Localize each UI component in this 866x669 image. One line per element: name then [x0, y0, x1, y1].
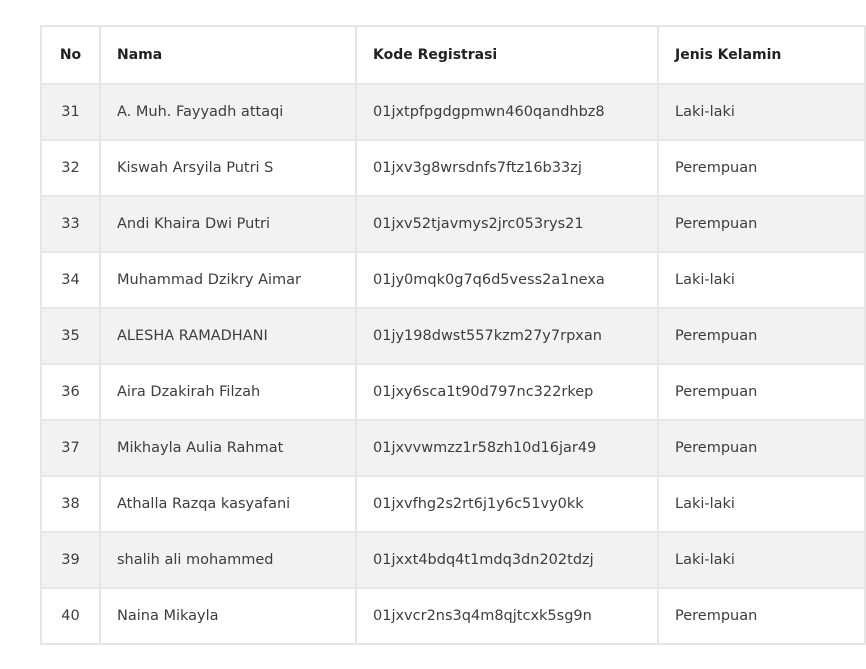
column-header-no[interactable]: No: [41, 26, 100, 84]
cell-no: 35: [41, 308, 100, 364]
table-header-row: [41, 26, 865, 84]
cell-kode-registrasi: 01jxvfhg2s2rt6j1y6c51vy0kk: [356, 476, 658, 532]
cell-nama: ALESHA RAMADHANI: [100, 308, 356, 364]
table-row: [41, 420, 865, 476]
cell-jenis-kelamin: Perempuan: [658, 364, 865, 420]
cell-kode-registrasi: 01jxv52tjavmys2jrc053rys21: [356, 196, 658, 252]
cell-jenis-kelamin: Perempuan: [658, 140, 865, 196]
cell-kode-registrasi: 01jxtpfpgdgpmwn460qandhbz8: [356, 84, 658, 140]
table-row: [41, 140, 865, 196]
table-row: [41, 476, 865, 532]
cell-kode-registrasi: 01jxvvwmzz1r58zh10d16jar49: [356, 420, 658, 476]
registration-table: [40, 25, 866, 645]
column-header-nama[interactable]: Nama: [100, 26, 356, 84]
cell-jenis-kelamin: Laki-laki: [658, 532, 865, 588]
table-row: [41, 252, 865, 308]
cell-no: 32: [41, 140, 100, 196]
cell-nama: Aira Dzakirah Filzah: [100, 364, 356, 420]
cell-kode-registrasi: 01jxv3g8wrsdnfs7ftz16b33zj: [356, 140, 658, 196]
cell-kode-registrasi: 01jy0mqk0g7q6d5vess2a1nexa: [356, 252, 658, 308]
table-row: [41, 588, 865, 644]
cell-nama: Mikhayla Aulia Rahmat: [100, 420, 356, 476]
table-row: [41, 532, 865, 588]
table-row: [41, 364, 865, 420]
cell-jenis-kelamin: Laki-laki: [658, 476, 865, 532]
table-body: [41, 84, 865, 644]
cell-nama: Kiswah Arsyila Putri S: [100, 140, 356, 196]
cell-no: 37: [41, 420, 100, 476]
cell-nama: shalih ali mohammed: [100, 532, 356, 588]
cell-no: 36: [41, 364, 100, 420]
cell-kode-registrasi: 01jxvcr2ns3q4m8qjtcxk5sg9n: [356, 588, 658, 644]
cell-nama: Andi Khaira Dwi Putri: [100, 196, 356, 252]
cell-jenis-kelamin: Perempuan: [658, 308, 865, 364]
cell-nama: Naina Mikayla: [100, 588, 356, 644]
cell-jenis-kelamin: Perempuan: [658, 196, 865, 252]
table-row: [41, 196, 865, 252]
cell-jenis-kelamin: Perempuan: [658, 588, 865, 644]
cell-nama: Muhammad Dzikry Aimar: [100, 252, 356, 308]
cell-jenis-kelamin: Laki-laki: [658, 84, 865, 140]
cell-nama: Athalla Razqa kasyafani: [100, 476, 356, 532]
registration-table-viewport[interactable]: [40, 25, 782, 669]
cell-no: 34: [41, 252, 100, 308]
table-row: [41, 84, 865, 140]
cell-jenis-kelamin: Laki-laki: [658, 252, 865, 308]
cell-jenis-kelamin: Perempuan: [658, 420, 865, 476]
cell-nama: A. Muh. Fayyadh attaqi: [100, 84, 356, 140]
cell-no: 38: [41, 476, 100, 532]
cell-no: 33: [41, 196, 100, 252]
cell-no: 31: [41, 84, 100, 140]
table-row: [41, 308, 865, 364]
cell-no: 40: [41, 588, 100, 644]
cell-no: 39: [41, 532, 100, 588]
column-header-jenis-kelamin[interactable]: Jenis Kelamin: [658, 26, 865, 84]
cell-kode-registrasi: 01jy198dwst557kzm27y7rpxan: [356, 308, 658, 364]
cell-kode-registrasi: 01jxy6sca1t90d797nc322rkep: [356, 364, 658, 420]
column-header-kode-registrasi[interactable]: Kode Registrasi: [356, 26, 658, 84]
cell-kode-registrasi: 01jxxt4bdq4t1mdq3dn202tdzj: [356, 532, 658, 588]
